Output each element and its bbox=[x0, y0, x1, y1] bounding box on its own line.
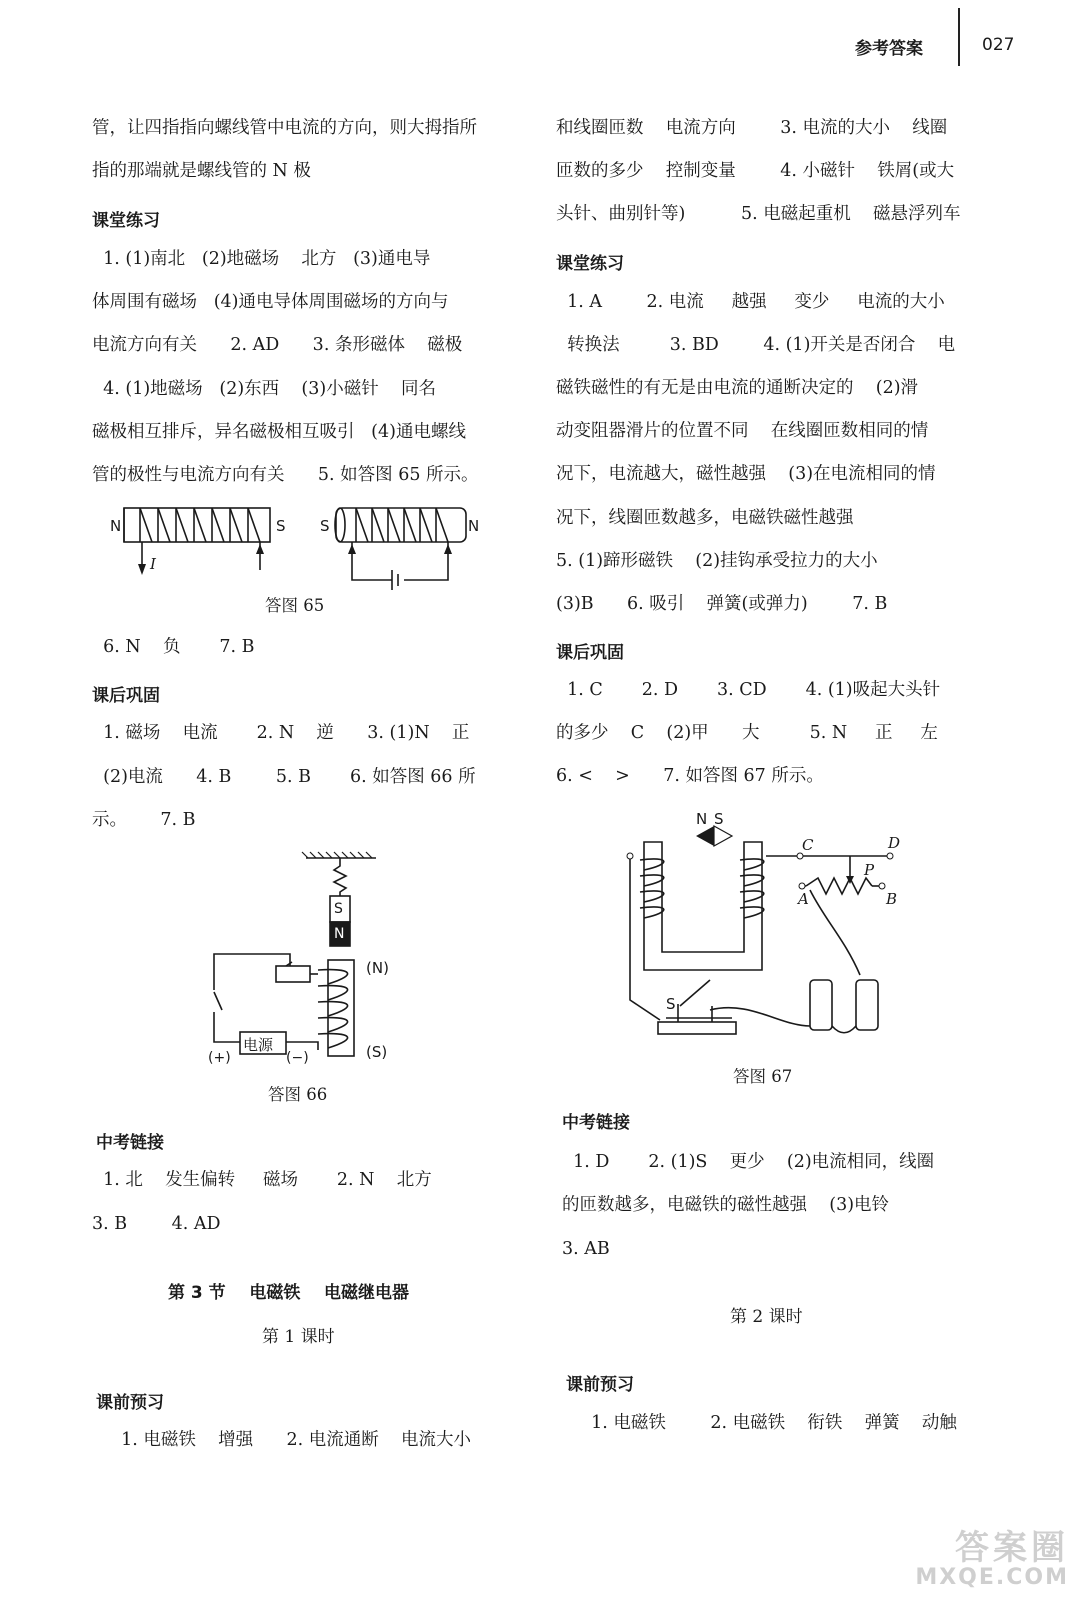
section-heading: 课堂练习 bbox=[556, 254, 624, 274]
lesson-title: 第 1 课时 bbox=[262, 1327, 335, 1347]
running-header-title: 参考答案 bbox=[855, 39, 923, 59]
text-line: 头针、曲别针等) 5. 电磁起重机 磁悬浮列车 bbox=[556, 204, 961, 224]
terminal-label: (−) bbox=[286, 1050, 309, 1066]
section-heading: 课前预习 bbox=[96, 1393, 164, 1413]
switch-label: S bbox=[666, 995, 676, 1013]
text-line: 1. C 2. D 3. CD 4. (1)吸起大头针 bbox=[556, 680, 941, 700]
text-line: 1. 电磁铁 2. 电磁铁 衔铁 弹簧 动触 bbox=[580, 1413, 957, 1433]
section-title: 第 3 节 电磁铁 电磁继电器 bbox=[168, 1283, 410, 1303]
text-line: 1. D 2. (1)S 更少 (2)电流相同，线圈 bbox=[562, 1152, 935, 1172]
text-line: 1. 电磁铁 增强 2. 电流通断 电流大小 bbox=[110, 1430, 472, 1450]
terminal-label: B bbox=[886, 890, 898, 908]
text-line: (2)电流 4. B 5. B 6. 如答图 66 所 bbox=[92, 767, 476, 787]
lesson-title: 第 2 课时 bbox=[730, 1307, 803, 1327]
magnet-label: S bbox=[714, 810, 724, 828]
text-line: 1. A 2. 电流 越强 变少 电流的大小 bbox=[556, 292, 945, 312]
figure-caption: 答图 66 bbox=[268, 1085, 328, 1104]
slider-label: P bbox=[864, 861, 875, 879]
section-heading: 中考链接 bbox=[562, 1113, 630, 1133]
section-heading: 课后巩固 bbox=[92, 686, 160, 706]
text-line: 的多少 C (2)甲 大 5. N 正 左 bbox=[556, 723, 938, 743]
section-heading: 中考链接 bbox=[96, 1133, 164, 1153]
text-line: 1. 北 发生偏转 磁场 2. N 北方 bbox=[92, 1170, 432, 1190]
section-heading: 课堂练习 bbox=[92, 211, 160, 231]
text-line: 管的极性与电流方向有关 5. 如答图 65 所示。 bbox=[92, 465, 479, 485]
terminal-label: D bbox=[888, 834, 901, 852]
text-line: 4. (1)地磁场 (2)东西 (3)小磁针 同名 bbox=[92, 379, 436, 399]
text-line: 5. (1)蹄形磁铁 (2)挂钩承受拉力的大小 bbox=[556, 551, 878, 571]
text-line: 电流方向有关 2. AD 3. 条形磁体 磁极 bbox=[92, 335, 463, 355]
pole-label: N bbox=[468, 517, 480, 535]
terminal-label: A bbox=[798, 890, 809, 908]
watermark-logo bbox=[915, 1520, 1069, 1590]
section-heading: 课后巩固 bbox=[556, 643, 624, 663]
text-line: 动变阻器滑片的位置不同 在线圈匝数相同的情 bbox=[556, 421, 929, 441]
text-line: 3. AB bbox=[562, 1239, 610, 1259]
text-line: 指的那端就是螺线管的 N 极 bbox=[92, 161, 311, 181]
pole-label: S bbox=[276, 517, 286, 535]
text-line: 转换法 3. BD 4. (1)开关是否闭合 电 bbox=[556, 335, 956, 355]
magnet-label: S bbox=[334, 901, 343, 917]
text-line: 磁极相互排斥，异名磁极相互吸引 (4)通电螺线 bbox=[92, 422, 466, 442]
power-source-label: 电源 bbox=[243, 1036, 274, 1054]
terminal-label: (+) bbox=[208, 1050, 231, 1066]
figure-caption: 答图 67 bbox=[733, 1067, 793, 1086]
section-heading: 课前预习 bbox=[566, 1375, 634, 1395]
pole-label: (S) bbox=[366, 1043, 388, 1061]
text-line: 的匝数越多，电磁铁的磁性越强 (3)电铃 bbox=[562, 1195, 890, 1215]
terminal-label: C bbox=[802, 836, 814, 854]
text-line: 匝数的多少 控制变量 4. 小磁针 铁屑(或大 bbox=[556, 161, 955, 181]
watermark-url: MXQE.COM bbox=[915, 1565, 1069, 1590]
text-line: 1. (1)南北 (2)地磁场 北方 (3)通电导 bbox=[92, 249, 431, 269]
text-line: 磁铁磁性的有无是由电流的通断决定的 (2)滑 bbox=[556, 378, 919, 398]
text-line: 3. B 4. AD bbox=[92, 1214, 221, 1234]
text-line: 示。 7. B bbox=[92, 810, 196, 830]
figure-caption: 答图 65 bbox=[265, 596, 325, 615]
pole-label: S bbox=[320, 517, 330, 535]
text-line: 6. < > 7. 如答图 67 所示。 bbox=[556, 766, 824, 786]
text-line: 管，让四指指向螺线管中电流的方向，则大拇指所 bbox=[92, 118, 477, 138]
magnet-label: N bbox=[696, 810, 708, 828]
pole-label: N bbox=[110, 517, 122, 535]
text-line: 和线圈匝数 电流方向 3. 电流的大小 线圈 bbox=[556, 118, 948, 138]
text-line: 况下，电流越大，磁性越强 (3)在电流相同的情 bbox=[556, 464, 936, 484]
text-line: 体周围有磁场 (4)通电导体周围磁场的方向与 bbox=[92, 292, 449, 312]
watermark-text: 答案圈 bbox=[955, 1528, 1069, 1568]
electromagnet-figure-67 bbox=[600, 800, 920, 1050]
header-divider bbox=[958, 8, 960, 66]
text-line: (3)B 6. 吸引 弹簧(或弹力) 7. B bbox=[556, 594, 888, 614]
magnet-label: N bbox=[334, 926, 345, 942]
electromagnet-figure-66 bbox=[190, 850, 430, 1075]
pole-label: (N) bbox=[366, 959, 389, 977]
solenoid-figure-65 bbox=[100, 500, 490, 600]
text-line: 况下，线圈匝数越多，电磁铁磁性越强 bbox=[556, 508, 854, 528]
page-number: 027 bbox=[982, 35, 1015, 55]
text-line: 6. N 负 7. B bbox=[92, 637, 255, 657]
text-line: 1. 磁场 电流 2. N 逆 3. (1)N 正 bbox=[92, 723, 470, 743]
current-label: I bbox=[150, 555, 156, 573]
